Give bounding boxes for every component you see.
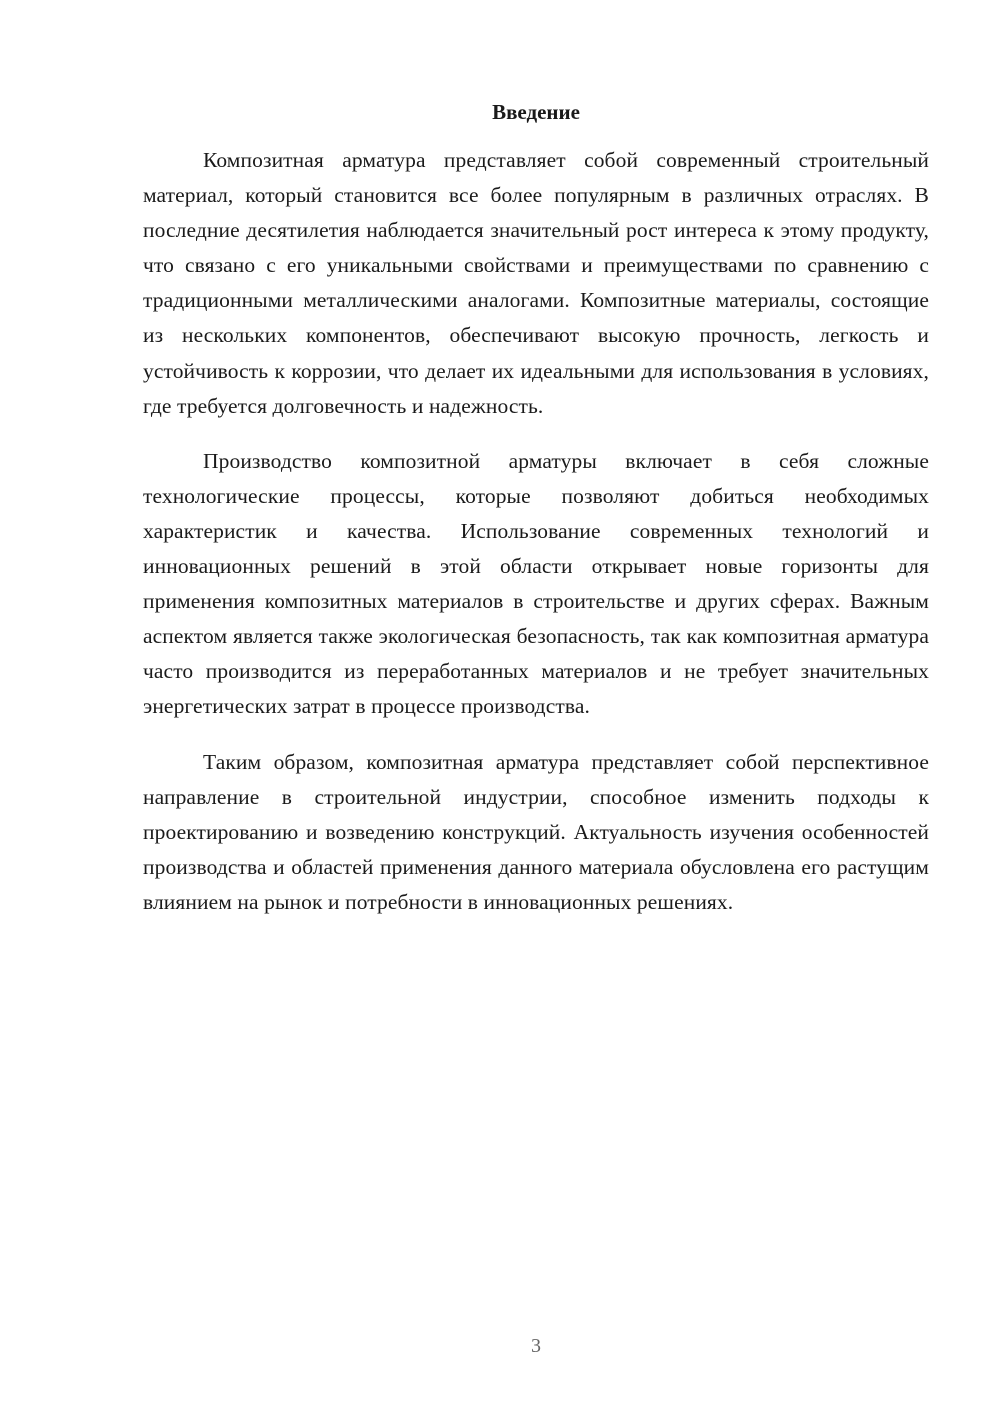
section-heading: Введение [492, 100, 580, 124]
paragraph-2: Производство композитной арматуры включает в себя сложные технологические процессы, которые позволяют добиться необходимых характеристик и качества. Использование современных технологий и инновационных решений в этой области открывает новые горизонты для применения композитных материалов в строительстве и других сферах. Важным аспектом является также экологическая безопасность, так как композитная арматура часто производится из переработанных материалов и не требует значительных энергетических затрат в процессе производства. [143, 448, 929, 719]
body-text [143, 143, 929, 920]
paragraph-1: Композитная арматура представляет собой современный строительный материал, который становится все более популярным в различных отраслях. В последние десятилетия наблюдается значительный рост интереса к этому продукту, что связано с его уникальными свойствами и преимуществами по сравнению с традиционными металлическими аналогами. Композитные материалы, состоящие из нескольких компонентов, обеспечивают высокую прочность, легкость и устойчивость к коррозии, что делает их идеальными для использования в условиях, где требуется долговечность и надежность. [143, 148, 929, 418]
paragraph-3: Таким образом, композитная арматура представляет собой перспективное направление в строительной индустрии, способное изменить подходы к проектированию и возведению конструкций. Актуальность изучения особенностей производства и областей применения данного материала обусловлена его растущим влиянием на рынок и потребности в инновационных решениях. [143, 749, 929, 914]
page-number: 3 [531, 1335, 541, 1357]
